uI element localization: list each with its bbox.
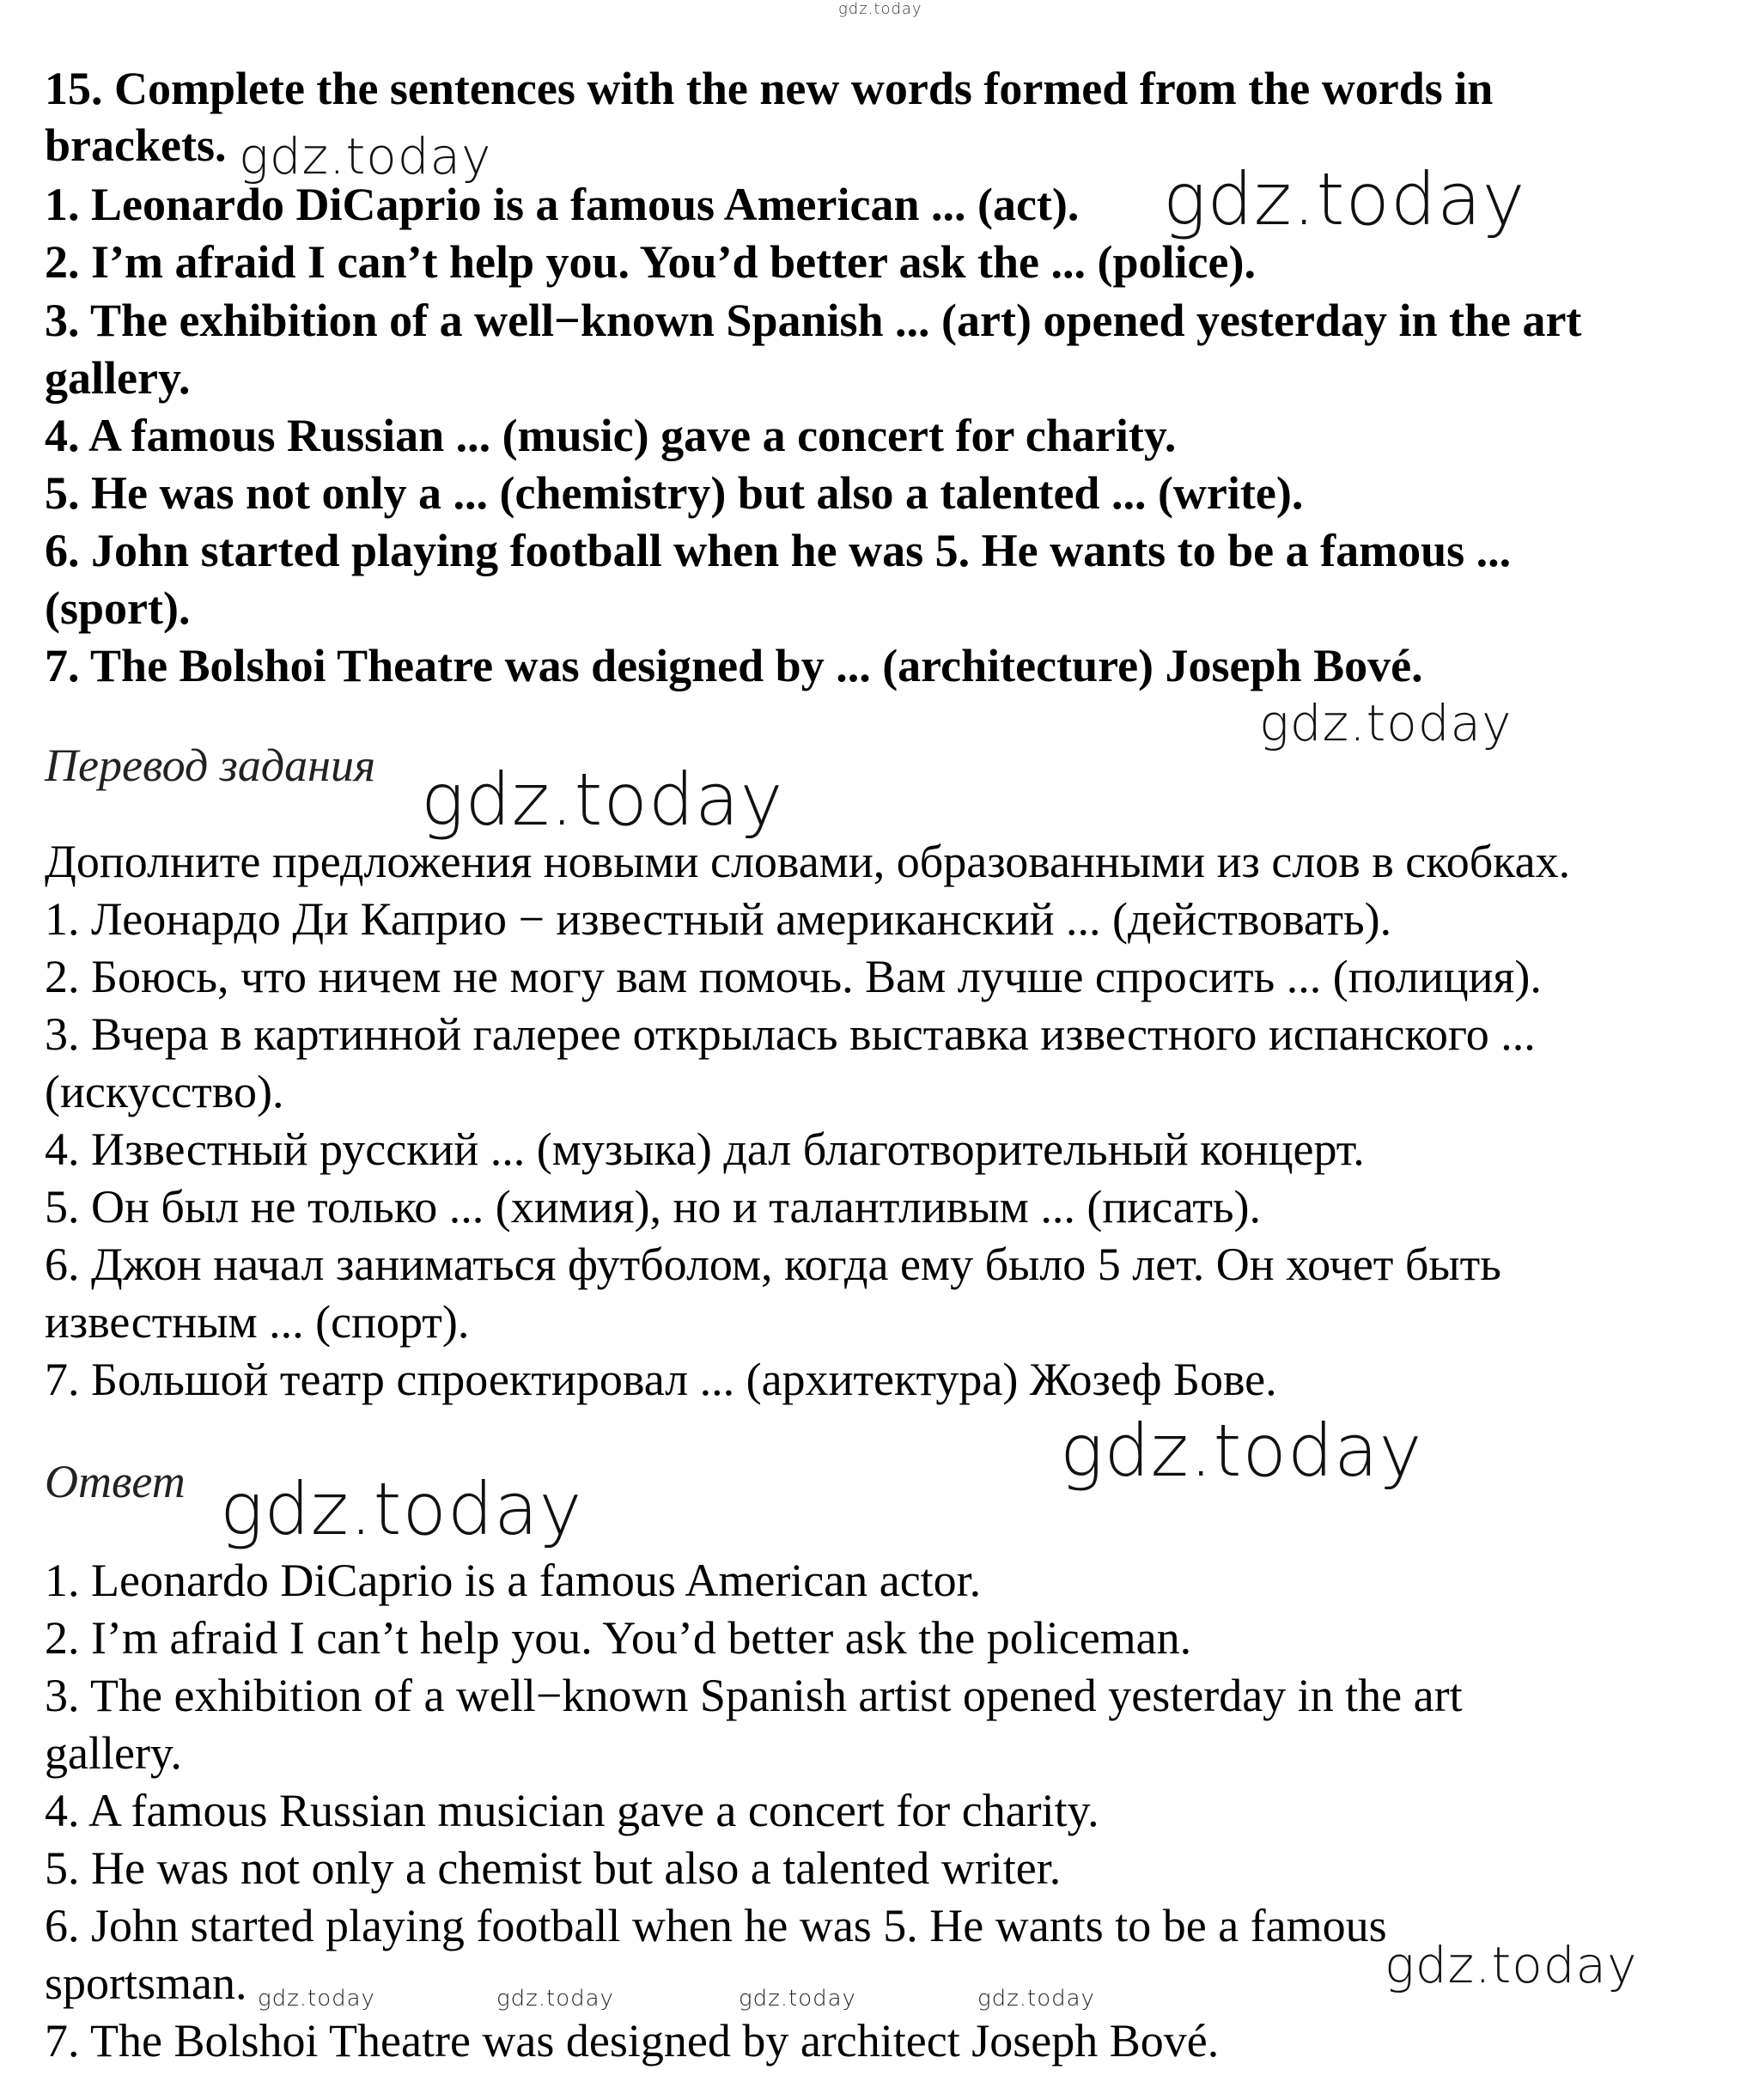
task-line: gallery. xyxy=(45,352,191,404)
task-line: 6. John started playing football when he was 5. He wants to be a famous ... xyxy=(45,525,1512,576)
watermark: gdz.today xyxy=(220,1467,583,1551)
task-line: 1. Leonardo DiCaprio is a famous American ... (act). xyxy=(45,179,1080,230)
translation-line: (искусство). xyxy=(45,1066,284,1117)
watermark: gdz.today xyxy=(239,127,492,186)
task-heading: brackets. xyxy=(45,119,227,171)
translation-line: 5. Он был не только ... (химия), но и талантливым ... (писать). xyxy=(45,1181,1262,1233)
task-line: 7. The Bolshoi Theatre was designed by ... (architecture) Joseph Bové. xyxy=(45,640,1423,691)
task-line: 3. The exhibition of a well−known Spanish ... (art) opened yesterday in the art xyxy=(45,295,1582,346)
answer-line: 2. I’m afraid I can’t help you. You’d better ask the policeman. xyxy=(45,1612,1192,1664)
answer-line: gallery. xyxy=(45,1727,182,1779)
watermark: gdz.today xyxy=(496,1986,614,2012)
task-line: 5. He was not only a ... (chemistry) but also a talented ... (write). xyxy=(45,467,1304,519)
translation-line: 6. Джон начал заниматься футболом, когда ему было 5 лет. Он хочет быть xyxy=(45,1239,1501,1290)
task-line: 4. A famous Russian ... (music) gave a concert for charity. xyxy=(45,410,1177,461)
watermark: gdz.today xyxy=(1259,694,1513,752)
translation-line: 1. Леонардо Ди Каприо − известный американский ... (действовать). xyxy=(45,893,1392,945)
watermark: gdz.today xyxy=(258,1986,375,2012)
watermark: gdz.today xyxy=(977,1986,1095,2012)
watermark: gdz.today xyxy=(1163,157,1526,241)
watermark: gdz.today xyxy=(838,0,922,18)
answer-line: 6. John started playing football when he was 5. He wants to be a famous xyxy=(45,1900,1387,1951)
answer-line: 5. He was not only a chemist but also a talented writer. xyxy=(45,1842,1062,1894)
translation-label: Перевод задания xyxy=(45,740,376,791)
answer-line: 7. The Bolshoi Theatre was designed by architect Joseph Bové. xyxy=(45,2015,1220,2067)
watermark: gdz.today xyxy=(421,758,784,842)
answer-line: 1. Leonardo DiCaprio is a famous American actor. xyxy=(45,1555,982,1606)
task-heading: 15. Complete the sentences with the new words formed from the words in xyxy=(45,63,1494,114)
watermark: gdz.today xyxy=(1060,1409,1423,1493)
task-line: (sport). xyxy=(45,582,191,634)
answer-label: Ответ xyxy=(45,1456,186,1507)
translation-line: 7. Большой театр спроектировал ... (архитектура) Жозеф Бове. xyxy=(45,1354,1277,1405)
task-line: 2. I’m afraid I can’t help you. You’d better ask the ... (police). xyxy=(45,236,1256,288)
translation-line: 2. Боюсь, что ничем не могу вам помочь. Вам лучше спросить ... (полиция). xyxy=(45,951,1542,1002)
answer-line: 4. A famous Russian musician gave a concert for charity. xyxy=(45,1785,1099,1836)
translation-intro: Дополните предложения новыми словами, образованными из слов в скобках. xyxy=(45,836,1571,887)
answer-line: sportsman. xyxy=(45,1957,247,2009)
answer-line: 3. The exhibition of a well−known Spanish artist opened yesterday in the art xyxy=(45,1670,1463,1721)
translation-line: 3. Вчера в картинной галерее открылась выставка известного испанского ... xyxy=(45,1008,1536,1060)
watermark: gdz.today xyxy=(739,1986,856,2012)
watermark: gdz.today xyxy=(1385,1936,1638,1994)
translation-line: известным ... (спорт). xyxy=(45,1296,470,1348)
translation-line: 4. Известный русский ... (музыка) дал благотворительный концерт. xyxy=(45,1123,1365,1175)
